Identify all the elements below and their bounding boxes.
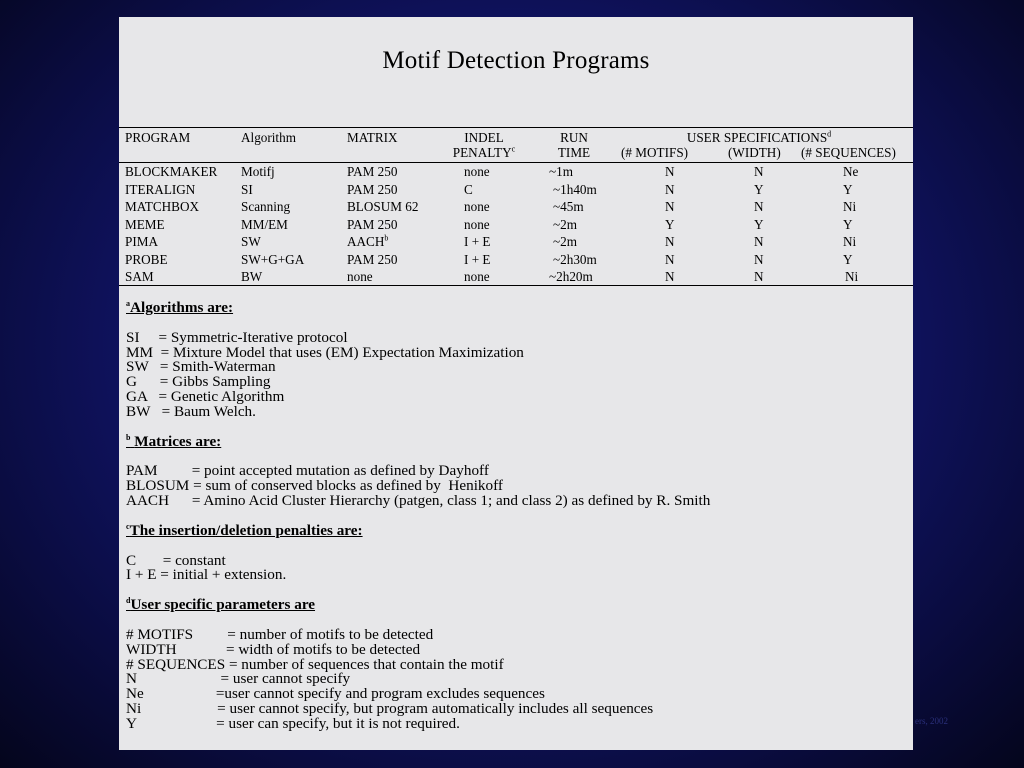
footnotes	[126, 299, 906, 732]
footnote-line: BW = Baum Welch.	[126, 402, 256, 420]
cell-program: MATCHBOX	[125, 199, 200, 214]
cell-algorithm: SW	[241, 234, 261, 249]
footnote-line: SW = Smith-Waterman	[126, 358, 276, 376]
footnote-line: N = user cannot specify	[126, 670, 351, 688]
cell-motifs: N	[665, 234, 675, 249]
cell-algorithm: Motifj	[241, 164, 275, 179]
cell-motifs: N	[665, 269, 675, 284]
footnote-line: Y = user can specify, but it is not required.	[126, 714, 460, 732]
cell-motifs: N	[665, 251, 675, 267]
footnote-line: AACH = Amino Acid Cluster Hierarchy (patgen, class 1; and class 2) as defined by R. Smith	[126, 491, 711, 509]
header-sequences: (# SEQUENCES)	[801, 145, 896, 160]
table-row	[119, 198, 913, 216]
header-run-line2: TIME	[557, 145, 591, 160]
cell-sequences: Ni	[843, 199, 857, 214]
footnote-line: G = Gibbs Sampling	[126, 373, 271, 391]
cell-algorithm: SI	[241, 181, 253, 197]
footnote-line: # MOTIFS = number of motifs to be detected	[126, 625, 434, 643]
cell-matrix: PAM 250	[347, 181, 398, 197]
header-indel-line2: PENALTY$^c$	[452, 144, 516, 160]
cell-sequences: Y	[843, 216, 853, 232]
footer-credit: ers, 2002	[915, 716, 948, 726]
cell-program: BLOCKMAKER	[125, 164, 218, 179]
cell-time: ~1m	[549, 164, 573, 179]
cell-program: MEME	[125, 216, 165, 232]
footnote-heading: $^b$ Matrices are:	[126, 432, 222, 450]
cell-sequences: Ni	[843, 234, 857, 249]
table-row	[119, 268, 913, 286]
footnote-line: GA = Genetic Algorithm	[126, 387, 285, 405]
header-width: (WIDTH)	[728, 145, 781, 160]
header-user-spec-sup: d	[827, 129, 832, 139]
cell-width: N	[754, 164, 764, 179]
cell-algorithm: Scanning	[241, 199, 291, 214]
cell-motifs: N	[665, 164, 675, 179]
header-user-spec: USER SPECIFICATIONS$^d$	[686, 129, 832, 145]
footnote-line: Ne =user cannot specify and program excludes sequences	[126, 685, 545, 703]
cell-motifs: Y	[665, 216, 675, 232]
cell-algorithm: MM/EM	[241, 216, 288, 232]
footnote-user-params	[126, 598, 906, 731]
cell-width: N	[754, 251, 764, 267]
footnote-line: MM = Mixture Model that uses (EM) Expectation Maximization	[126, 343, 524, 361]
cell-matrix: none	[347, 269, 373, 284]
cell-algorithm: SW+G+GA	[241, 251, 305, 267]
table-row	[119, 181, 913, 199]
cell-program: PROBE	[125, 251, 168, 267]
cell-time: ~2m	[553, 216, 577, 232]
footnote-algorithms	[126, 298, 906, 420]
header-indel-line1: INDEL	[464, 130, 504, 145]
footnote-heading: $^d$User specific parameters are	[126, 596, 316, 614]
cell-sequences: Ni	[845, 269, 859, 284]
footnote-line: PAM = point accepted mutation as defined by Dayhoff	[126, 462, 489, 480]
footnote-line: Ni = user cannot specify, but program automatically includes all sequences	[126, 699, 654, 717]
cell-motifs: N	[665, 199, 675, 214]
footnote-heading: $^c$The insertion/deletion penalties are:	[126, 521, 363, 539]
cell-indel: none	[464, 199, 490, 214]
footnote-indel	[126, 521, 906, 584]
header-run-line1: RUN	[560, 130, 588, 145]
cell-matrix: PAM 250	[347, 251, 398, 267]
footnote-line: I + E = initial + extension.	[126, 566, 287, 584]
cell-indel: I + E	[464, 251, 491, 267]
cell-indel: none	[464, 164, 490, 179]
cell-program: PIMA	[125, 234, 158, 249]
slide	[119, 17, 913, 750]
cell-program: SAM	[125, 269, 154, 284]
table-bottom-rule	[119, 285, 913, 286]
cell-algorithm: BW	[241, 269, 263, 284]
table-top-rule	[119, 127, 913, 128]
cell-indel: C	[464, 181, 473, 197]
cell-time: ~2h30m	[553, 251, 597, 267]
cell-time: ~2m	[553, 234, 577, 249]
header-algorithm: Algorithm	[241, 130, 296, 145]
cell-matrix: PAM 250	[347, 164, 398, 179]
cell-matrix: AACH$^b$	[347, 233, 389, 249]
cell-motifs: N	[665, 181, 675, 197]
header-indel-sup: c	[511, 144, 516, 154]
cell-indel: none	[464, 216, 490, 232]
cell-width: N	[754, 234, 764, 249]
cell-time: ~2h20m	[549, 269, 593, 284]
table-row	[119, 216, 913, 234]
cell-indel: none	[464, 269, 490, 284]
header-motifs: (# MOTIFS)	[621, 145, 689, 160]
slide-title: Motif Detection Programs	[382, 47, 650, 74]
cell-sequences: Y	[843, 181, 853, 197]
footnote-heading: $^a$Algorithms are:	[126, 298, 234, 316]
cell-width: N	[754, 199, 764, 214]
cell-time: ~45m	[553, 199, 584, 214]
footnote-line: SI = Symmetric-Iterative protocol	[126, 328, 348, 346]
footnote-line: C = constant	[126, 551, 226, 569]
cell-width: Y	[754, 216, 764, 232]
header-program: PROGRAM	[125, 130, 191, 145]
cell-width: Y	[754, 181, 764, 197]
footnote-matrices	[126, 432, 906, 509]
cell-matrix: PAM 250	[347, 216, 398, 232]
cell-sequences: Ne	[843, 164, 859, 179]
cell-program: ITERALIGN	[125, 181, 196, 197]
cell-matrix: BLOSUM 62	[347, 199, 419, 214]
cell-indel: I + E	[464, 234, 491, 249]
table-row	[119, 163, 913, 181]
footnote-line: # SEQUENCES = number of sequences that contain the motif	[126, 655, 504, 673]
cell-sequences: Y	[843, 251, 853, 267]
cell-width: N	[754, 269, 764, 284]
footnote-line: BLOSUM = sum of conserved blocks as defined by Henikoff	[126, 477, 503, 495]
table-row	[119, 251, 913, 269]
header-matrix: MATRIX	[347, 130, 398, 145]
table-row	[119, 233, 913, 251]
cell-time: ~1h40m	[553, 181, 597, 197]
footnote-line: WIDTH = width of motifs to be detected	[126, 640, 421, 658]
